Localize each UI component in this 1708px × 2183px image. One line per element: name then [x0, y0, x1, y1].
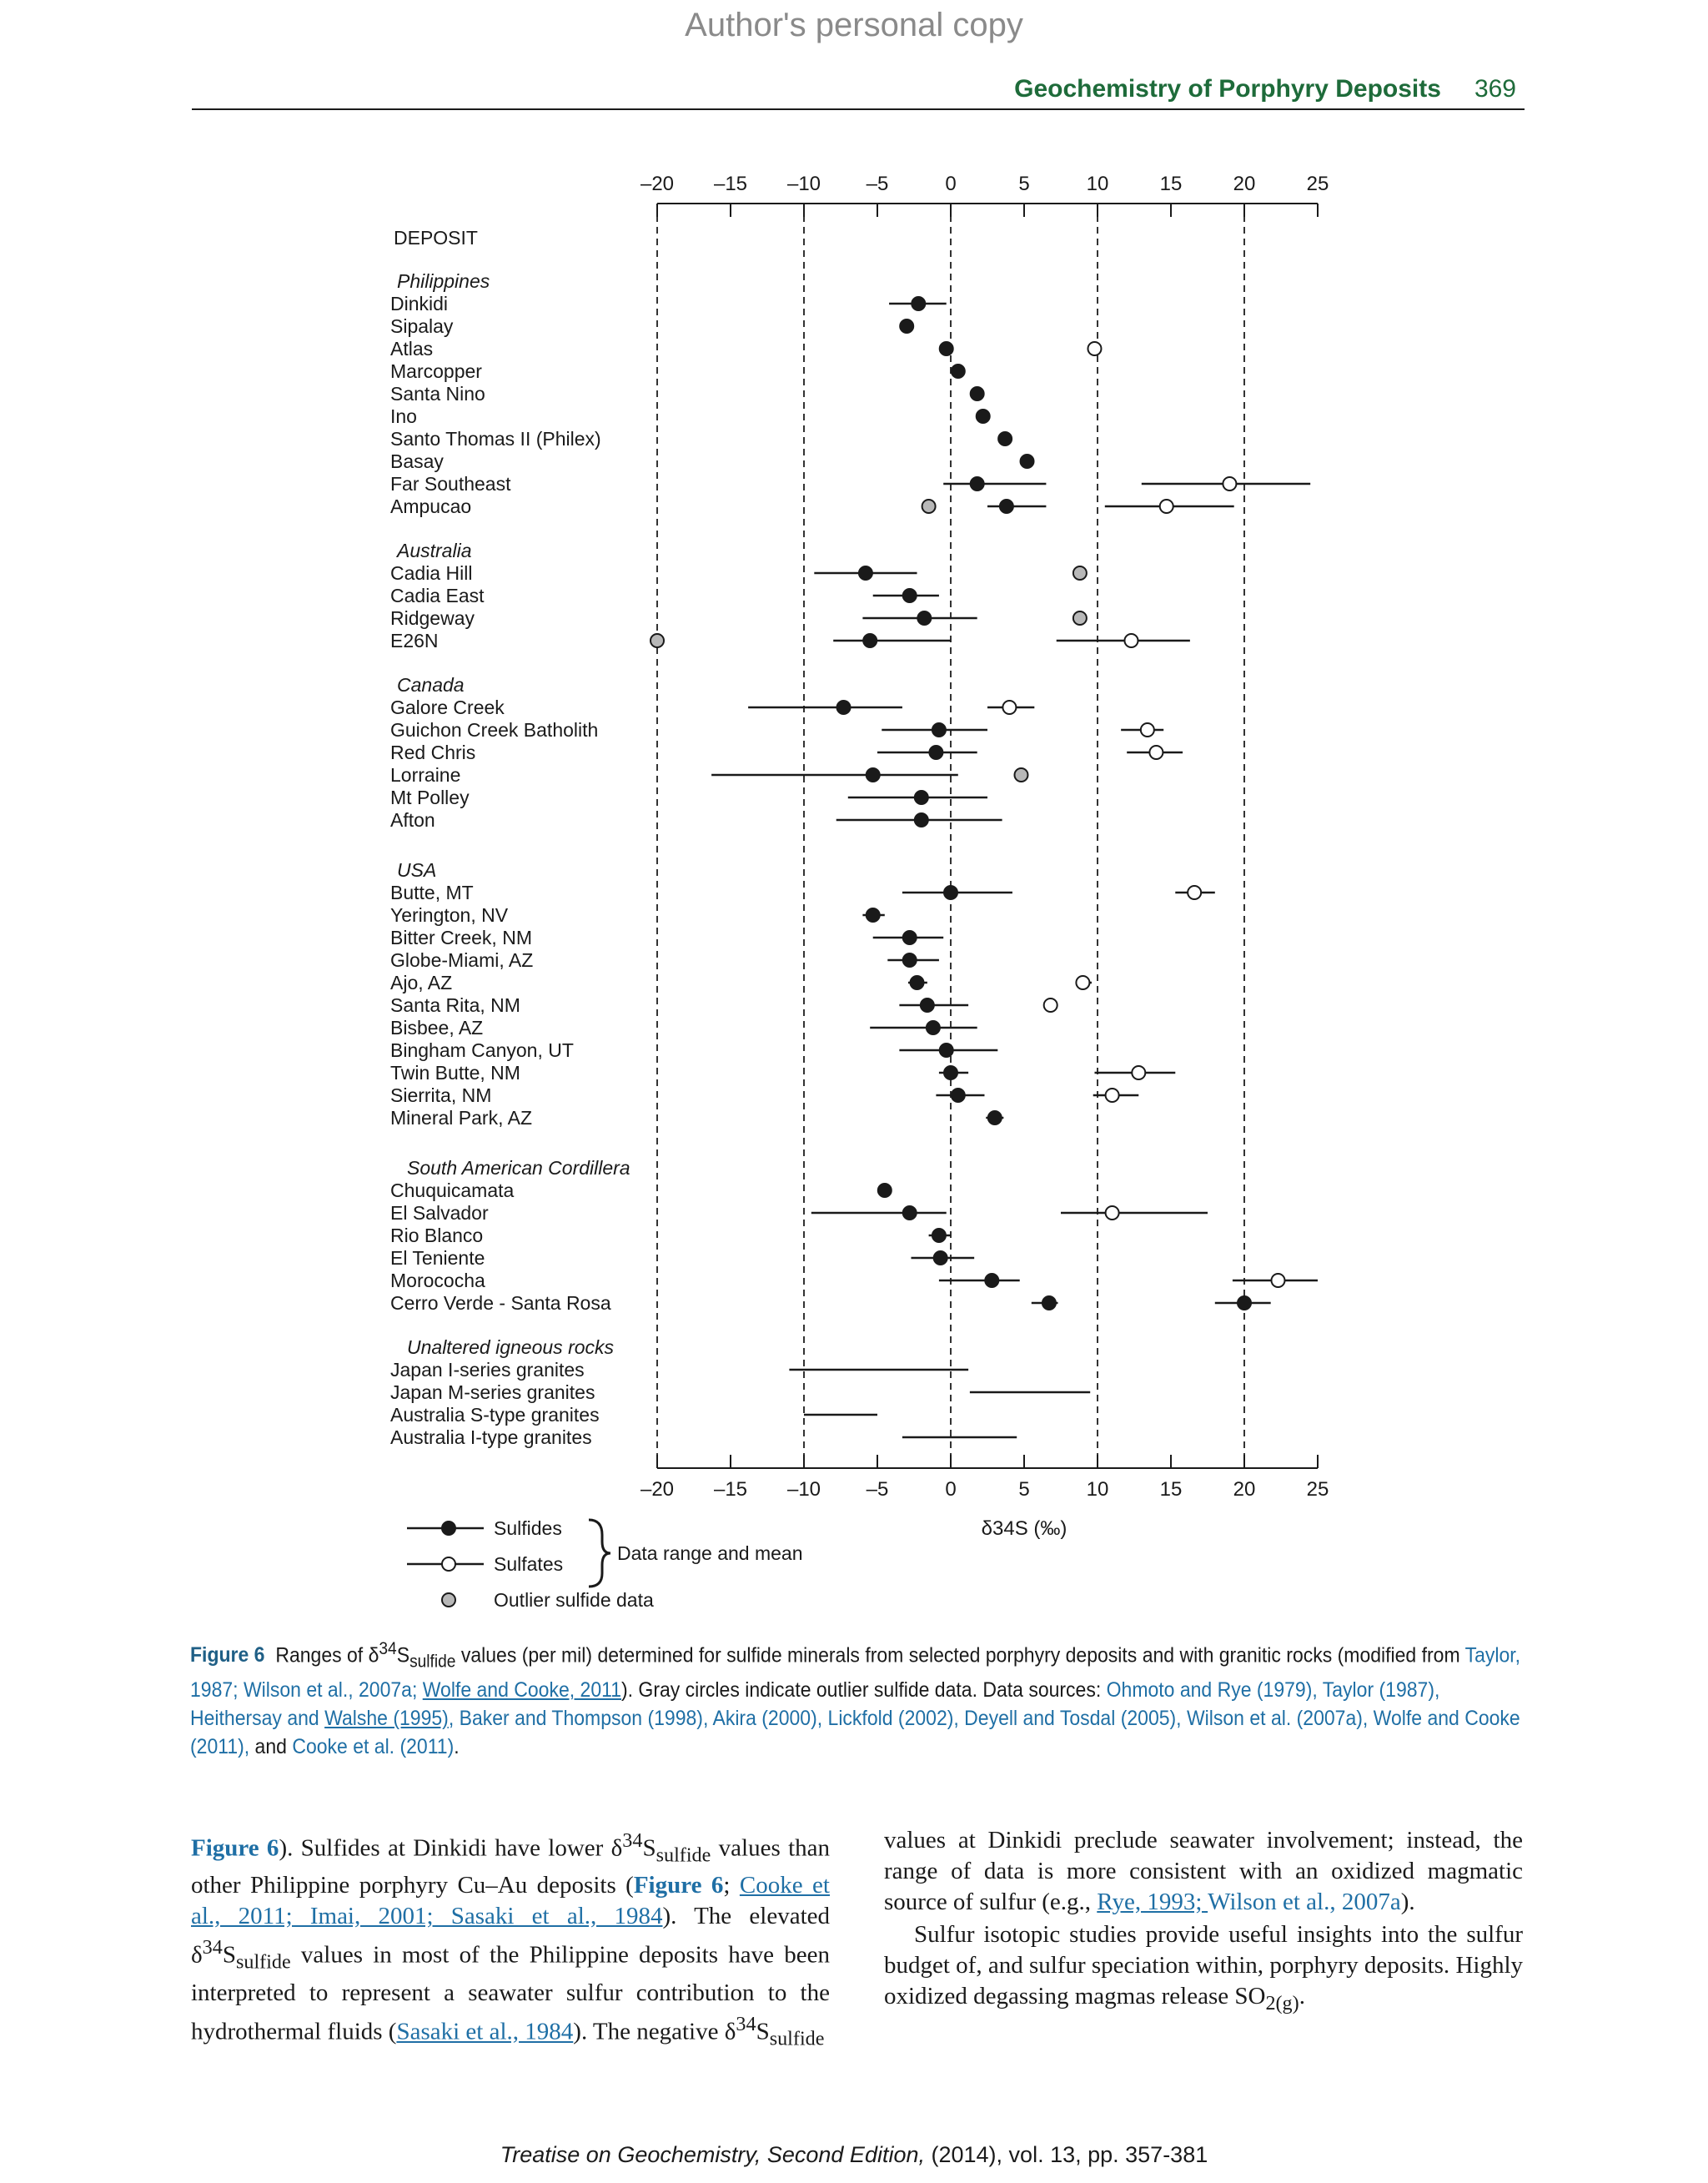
body-text: ;	[723, 1872, 740, 1899]
body-text: values than other Philippine porphyry Cu–Au deposits (	[191, 1834, 830, 1899]
deposit-label: Galore Creek	[390, 697, 505, 718]
figure-label: Figure 6	[190, 1643, 265, 1667]
sulfide-mean-marker	[934, 1251, 947, 1265]
deposit-label: Atlas	[390, 338, 434, 360]
x-tick-label: –15	[713, 1478, 748, 1501]
deposit-label: Japan M-series granites	[390, 1381, 595, 1403]
body-text: S	[642, 1834, 656, 1862]
body-text: ). The negative δ	[573, 2018, 736, 2045]
x-tick-label: 15	[1159, 1478, 1183, 1501]
group-label: Philippines	[397, 270, 490, 292]
caption-citation[interactable]: Wolfe and Cooke, 2011	[422, 1678, 621, 1703]
sulfide-mean-marker	[911, 976, 924, 989]
x-tick-label: 5	[1018, 173, 1030, 195]
deposit-label: Cerro Verde - Santa Rosa	[390, 1292, 611, 1314]
body-sup: 34	[622, 1829, 643, 1852]
x-tick-label: 10	[1086, 173, 1109, 195]
deposit-label: Ampucao	[390, 495, 472, 517]
x-tick-label: 0	[945, 173, 957, 195]
caption-citation[interactable]: Cooke et al. (2011)	[292, 1735, 455, 1759]
deposit-label: Yerington, NV	[390, 904, 509, 926]
x-tick-label: –20	[640, 173, 675, 195]
sulfide-mean-marker	[944, 1066, 957, 1079]
deposit-label: Basay	[390, 450, 444, 472]
legend-sulfate-marker	[442, 1557, 455, 1571]
deposit-label: Ajo, AZ	[390, 972, 453, 993]
sulfide-mean-marker	[1238, 1296, 1251, 1310]
sulfide-mean-marker	[940, 1044, 953, 1057]
body-sub: 2(g)	[1265, 1991, 1299, 2014]
deposit-label: Guichon Creek Batholith	[390, 719, 599, 741]
legend-sulfide-marker	[442, 1522, 455, 1535]
sulfide-mean-marker	[940, 342, 953, 355]
caption-citation[interactable]: Walshe (1995)	[324, 1707, 449, 1731]
deposit-label: E26N	[390, 630, 439, 651]
x-tick-label: 25	[1306, 173, 1329, 195]
body-sub: sulfide	[235, 1950, 291, 1974]
caption-text: and	[249, 1735, 293, 1759]
group-label: South American Cordillera	[407, 1157, 630, 1179]
sulfide-mean-marker	[929, 746, 942, 759]
x-tick-label: 15	[1159, 173, 1183, 195]
legend-brace	[589, 1520, 610, 1587]
x-tick-label: 5	[1018, 1478, 1030, 1501]
sulfate-mean-marker	[1106, 1206, 1119, 1220]
caption-citation[interactable]: Taylor, 1987; Wilson et al., 2007a;	[190, 1643, 1521, 1703]
caption-text: .	[454, 1735, 460, 1759]
deposit-label: El Salvador	[390, 1202, 489, 1224]
sulfide-mean-marker	[971, 477, 984, 490]
deposit-label: Australia I-type granites	[390, 1426, 592, 1448]
deposit-labels	[390, 227, 630, 1448]
x-tick-label: 10	[1086, 1478, 1109, 1501]
body-text: ). The elevated δ	[191, 1903, 830, 1969]
sulfate-mean-marker	[1149, 746, 1163, 759]
sulfate-mean-marker	[1188, 886, 1201, 899]
deposit-label: Santa Rita, NM	[390, 994, 520, 1016]
sulfide-mean-marker	[915, 791, 928, 804]
sulfide-mean-marker	[971, 387, 984, 400]
group-label: Canada	[397, 674, 465, 696]
deposit-label: Twin Butte, NM	[390, 1062, 520, 1084]
legend-outlier-label: Outlier sulfide data	[494, 1589, 654, 1611]
group-label: Australia	[397, 540, 472, 561]
running-head-title: Geochemistry of Porphyry Deposits	[1014, 75, 1441, 103]
body-paragraph	[884, 1919, 1523, 2019]
sulfate-mean-marker	[1088, 342, 1101, 355]
sulfide-mean-marker	[903, 589, 917, 602]
caption-citation[interactable]: , Baker and Thompson (1998), Akira (2000), Lickfold (2002), Deyell and Tosdal (2005), Wilson et al. (2007a), Wolfe and Cooke (2011),	[190, 1707, 1520, 1759]
sulfate-mean-marker	[1132, 1066, 1145, 1079]
column-header: DEPOSIT	[394, 227, 478, 249]
deposit-label: Globe-Miami, AZ	[390, 949, 534, 971]
deposit-label: Australia S-type granites	[390, 1404, 600, 1426]
deposit-label: Santo Thomas II (Philex)	[390, 428, 601, 450]
outlier-marker	[651, 634, 664, 647]
deposit-label: Cadia Hill	[390, 562, 473, 584]
legend	[407, 1517, 803, 1611]
deposit-label: Japan I-series granites	[390, 1359, 585, 1381]
sulfate-mean-marker	[1141, 723, 1154, 737]
sulfide-mean-marker	[837, 701, 851, 714]
deposit-label: Chuquicamata	[390, 1180, 515, 1201]
outlier-marker	[1073, 566, 1087, 580]
sulfide-mean-marker	[867, 768, 880, 782]
sulfide-mean-marker	[932, 723, 946, 737]
sulfide-mean-marker	[863, 634, 877, 647]
sulfide-mean-marker	[998, 432, 1012, 445]
body-column-left	[191, 1825, 830, 2054]
data-marks	[651, 297, 1318, 1437]
deposit-label: Lorraine	[390, 764, 461, 786]
sulfide-mean-marker	[927, 1021, 940, 1034]
sulfate-mean-marker	[1044, 998, 1057, 1012]
body-text: ).	[1400, 1889, 1415, 1915]
deposit-label: Ridgeway	[390, 607, 475, 629]
sulfide-mean-marker	[878, 1184, 892, 1197]
deposit-label: Sipalay	[390, 315, 454, 337]
citation-link[interactable]: Wilson et al., 2007a	[1208, 1889, 1401, 1915]
x-tick-label: 0	[945, 1478, 957, 1501]
x-tick-label: 20	[1233, 173, 1256, 195]
outlier-marker	[1014, 768, 1027, 782]
sulfide-mean-marker	[867, 908, 880, 922]
sulfate-mean-marker	[1160, 500, 1173, 513]
page-number: 369	[1474, 75, 1516, 103]
deposit-label: Morococha	[390, 1270, 485, 1291]
caption-sub: sulfide	[409, 1652, 456, 1672]
x-tick-label: –15	[713, 173, 748, 195]
sulfate-mean-marker	[1223, 477, 1236, 490]
body-text: S	[222, 1942, 236, 1969]
body-text: values in most of the Philippine deposits have been interpreted to represent a seawater sulfur contribution to the hydrothermal fluids (	[191, 1942, 830, 2045]
body-text: S	[756, 2018, 770, 2045]
sulfide-mean-marker	[1042, 1296, 1056, 1310]
sulfide-mean-marker	[859, 566, 872, 580]
sulfate-mean-marker	[1076, 976, 1089, 989]
deposit-label: Mineral Park, AZ	[390, 1107, 532, 1129]
figure-caption	[190, 1635, 1525, 1761]
gridlines	[657, 204, 1244, 1468]
sulfide-mean-marker	[952, 365, 965, 378]
sulfide-mean-marker	[903, 953, 917, 967]
deposit-label: Bisbee, AZ	[390, 1017, 484, 1039]
body-sup: 34	[736, 2012, 756, 2035]
body-text: values at Dinkidi preclude seawater involvement; instead, the range of data is more consistent with an oxidized magmatic source of sulfur (e.g.,	[884, 1827, 1523, 1915]
group-label: Unaltered igneous rocks	[407, 1336, 615, 1358]
figure-link[interactable]: Figure 6	[633, 1872, 724, 1899]
sulfide-mean-marker	[903, 931, 917, 944]
sulfide-mean-marker	[921, 998, 934, 1012]
deposit-label: Marcopper	[390, 360, 482, 382]
deposit-label: Butte, MT	[390, 882, 474, 903]
sulfate-mean-marker	[1106, 1089, 1119, 1102]
x-tick-label: –5	[866, 173, 889, 195]
body-text: Sulfur isotopic studies provide useful insights into the sulfur budget of, and sulfur speciation within, porphyry deposits. Highly oxidized degassing magmas release SO	[884, 1921, 1523, 2009]
x-tick-label: –5	[866, 1478, 889, 1501]
footer-citation: (2014), vol. 13, pp. 357-381	[925, 2142, 1208, 2167]
sulfide-mean-marker	[1021, 455, 1034, 468]
sulfide-mean-marker	[903, 1206, 917, 1220]
x-tick-label: –10	[786, 173, 821, 195]
footer-journal: Treatise on Geochemistry, Second Edition,	[500, 2142, 925, 2167]
sulfate-mean-marker	[1124, 634, 1138, 647]
axes	[640, 173, 1329, 1540]
sulfide-mean-marker	[912, 297, 925, 310]
sulfide-mean-marker	[1000, 500, 1013, 513]
outlier-marker	[922, 500, 936, 513]
body-sup: 34	[202, 1936, 223, 1959]
deposit-label: Sierrita, NM	[390, 1084, 492, 1106]
citation-link[interactable]: Sasaki et al., 1984	[396, 2018, 574, 2045]
sulfate-mean-marker	[1271, 1274, 1284, 1287]
x-tick-label: –10	[786, 1478, 821, 1501]
sulfide-mean-marker	[952, 1089, 965, 1102]
legend-outlier-marker	[442, 1593, 455, 1607]
figure-link[interactable]: Figure 6	[191, 1834, 279, 1862]
x-tick-label: –20	[640, 1478, 675, 1501]
body-text: .	[1299, 1983, 1305, 2009]
sulfate-mean-marker	[1002, 701, 1016, 714]
sulfide-mean-marker	[915, 813, 928, 827]
deposit-label: Red Chris	[390, 742, 476, 763]
x-axis-label: δ34S (‰)	[981, 1517, 1068, 1540]
caption-text: Ranges of δ	[275, 1643, 379, 1667]
sulfide-mean-marker	[977, 410, 990, 423]
caption-text: ). Gray circles indicate outlier sulfide data. Data sources:	[620, 1678, 1107, 1703]
deposit-label: Bitter Creek, NM	[390, 927, 532, 948]
deposit-label: Bingham Canyon, UT	[390, 1039, 574, 1061]
sulfide-mean-marker	[944, 886, 957, 899]
x-tick-label: 25	[1306, 1478, 1329, 1501]
page-footer	[0, 2142, 1708, 2168]
body-sub: sulfide	[656, 1843, 711, 1867]
deposit-label: Cadia East	[390, 585, 485, 606]
group-label: USA	[397, 859, 437, 881]
citation-link[interactable]: Rye, 1993;	[1097, 1889, 1208, 1915]
x-tick-label: 20	[1233, 1478, 1256, 1501]
body-text: ). Sulfides at Dinkidi have lower δ	[279, 1834, 623, 1862]
caption-citation[interactable]: Ohmoto and Rye (1979), Taylor (1987), Heithersay and	[190, 1678, 1440, 1731]
deposit-label: El Teniente	[390, 1247, 485, 1269]
legend-brace-label: Data range and mean	[617, 1542, 803, 1564]
deposit-label: Ino	[390, 405, 417, 427]
outlier-marker	[1073, 611, 1087, 625]
deposit-label: Afton	[390, 809, 435, 831]
sulfide-mean-marker	[917, 611, 931, 625]
sulfide-mean-marker	[932, 1229, 946, 1242]
sulfide-mean-marker	[985, 1274, 998, 1287]
deposit-label: Santa Nino	[390, 383, 485, 405]
citation-link[interactable]: Cooke et al., 2011; Imai, 2001; Sasaki et al., 1984	[191, 1872, 830, 1930]
sulfide-mean-marker	[900, 319, 913, 333]
caption-sup: 34	[379, 1639, 397, 1658]
deposit-label: Rio Blanco	[390, 1225, 484, 1246]
deposit-label: Far Southeast	[390, 473, 511, 495]
body-column-right	[884, 1825, 1523, 2019]
body-sub: sulfide	[769, 2027, 825, 2050]
sulfide-mean-marker	[988, 1111, 1002, 1124]
legend-sulfides-label: Sulfides	[494, 1517, 562, 1539]
deposit-label: Dinkidi	[390, 293, 449, 314]
legend-sulfates-label: Sulfates	[494, 1553, 564, 1575]
caption-text: values (per mil) determined for sulfide minerals from selected porphyry deposits and with granitic rocks (modified from	[455, 1643, 1465, 1667]
caption-text: S	[396, 1643, 410, 1667]
deposit-label: Mt Polley	[390, 787, 470, 808]
watermark: Author's personal copy	[685, 7, 1023, 43]
